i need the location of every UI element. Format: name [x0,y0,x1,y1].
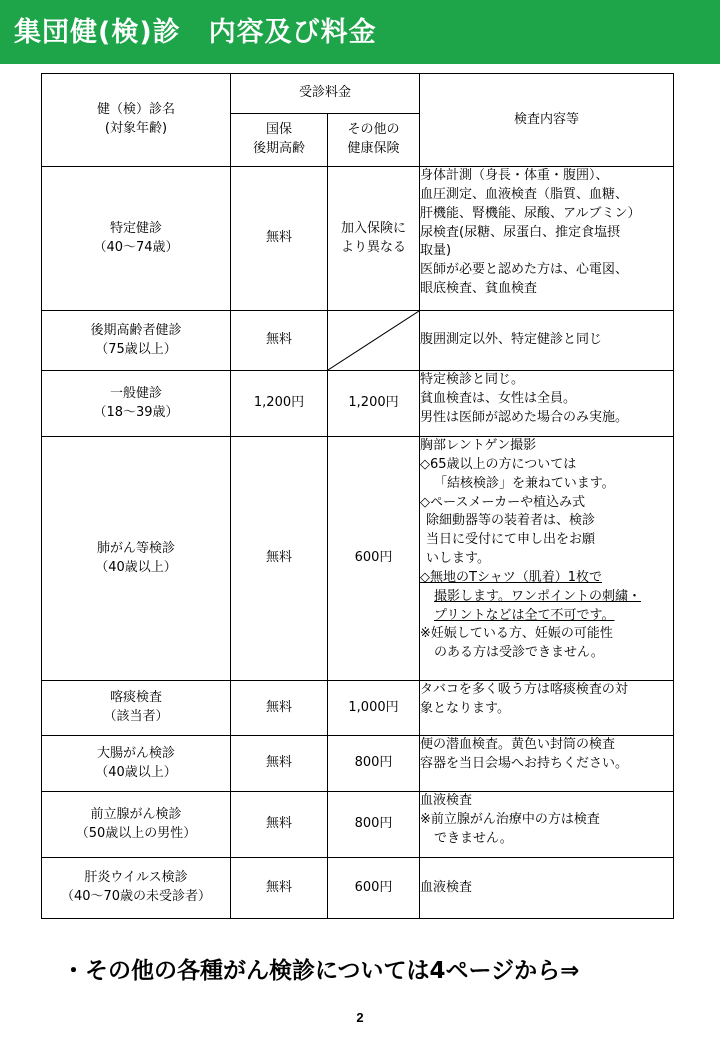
exam-name: 特定健診 （40～74歳） [42,167,231,311]
exam-name: 後期高齢者健診 （75歳以上） [42,311,231,371]
fee-national: 無料 [231,792,328,858]
fee-other: 1,000円 [328,681,420,736]
exam-name: 前立腺がん検診 （50歳以上の男性） [42,792,231,858]
header-fee: 受診料金 [231,74,420,114]
page-title: 集団健(検)診 内容及び料金 [14,17,377,48]
footer-note: ・その他の各種がん検診については4ページから⇒ [62,958,580,984]
table-row [42,437,674,681]
exam-content: 特定検診と同じ。 貧血検査は、女性は全員。 男性は医師が認めた場合のみ実施。 [420,371,674,437]
exam-fee-table [41,73,674,919]
table-row [42,311,674,371]
fee-other: 1,200円 [328,371,420,437]
table-row [42,736,674,792]
fee-national: 無料 [231,437,328,681]
fee-other: 加入保険に より異なる [328,167,420,311]
header-exam-name: 健（検）診名 (対象年齢) [42,74,231,167]
exam-content: タバコを多く吸う方は喀痰検査の対 象となります。 [420,681,674,736]
fee-other-not-applicable [328,311,420,371]
fee-national: 1,200円 [231,371,328,437]
fee-national: 無料 [231,858,328,919]
exam-name: 一般健診 （18～39歳） [42,371,231,437]
exam-name: 肝炎ウイルス検診 （40～70歳の未受診者） [42,858,231,919]
exam-name: 大腸がん検診 （40歳以上） [42,736,231,792]
page-header [0,0,720,64]
fee-other: 800円 [328,792,420,858]
exam-content: 腹囲測定以外、特定健診と同じ [420,311,674,371]
table-row [42,858,674,919]
table-row [42,371,674,437]
header-fee-other: その他の 健康保険 [328,114,420,167]
fee-national: 無料 [231,681,328,736]
exam-content: 便の潜血検査。黄色い封筒の検査 容器を当日会場へお持ちください。 [420,736,674,792]
fee-other: 600円 [328,858,420,919]
fee-other: 600円 [328,437,420,681]
fee-national: 無料 [231,736,328,792]
fee-national: 無料 [231,167,328,311]
exam-name: 肺がん等検診 （40歳以上） [42,437,231,681]
header-content: 検査内容等 [420,74,674,167]
exam-content: 胸部レントゲン撮影 ◇65歳以上の方については 「結核検診」を兼ねています。 ◇ペースメーカーや植込み式 除細動器等の装着者は、検診 当日に受付にて申し出をお願 いします。 ◇無地のTシャツ（肌着）1枚で 撮影します。ワンポイントの刺繍・ プリントなどは全て不可です。 ※妊娠している方、妊娠の可能性 のある方は受診できません。 [420,437,674,681]
header-fee-national: 国保 後期高齢 [231,114,328,167]
fee-national: 無料 [231,311,328,371]
exam-name: 喀痰検査 （該当者） [42,681,231,736]
page-number: 2 [356,1010,364,1025]
table-row [42,167,674,311]
exam-content: 身体計測（身長・体重・腹囲）、 血圧測定、血液検査（脂質、血糖、 肝機能、腎機能、尿酸、アルブミン） 尿検査(尿糖、尿蛋白、推定食塩摂 取量) 医師が必要と認めた方は、心電図、 眼底検査、貧血検査 [420,167,674,311]
table-row [42,681,674,736]
diagonal-slash [328,311,419,370]
exam-content: 血液検査 [420,858,674,919]
fee-other: 800円 [328,736,420,792]
table-row [42,792,674,858]
exam-content: 血液検査 ※前立腺がん治療中の方は検査 できません。 [420,792,674,858]
